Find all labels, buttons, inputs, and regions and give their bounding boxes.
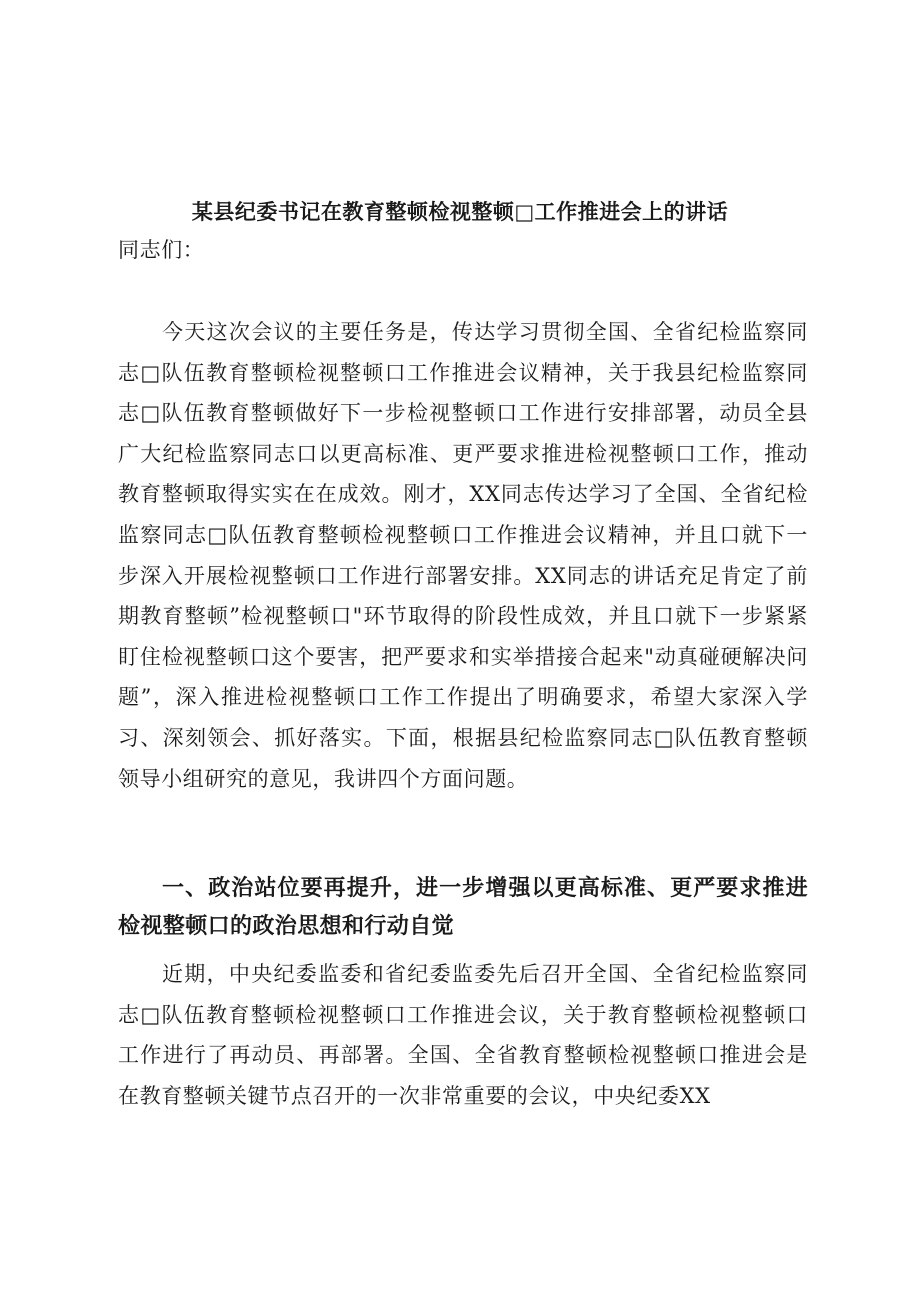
body-paragraph-1: 今天这次会议的主要任务是，传达学习贯彻全国、全省纪检监察同志□队伍教育整顿检视整顿口工作推进会议精神，关于我县纪检监察同志□队伍教育整顿做好下一步检视整顿口工作进行安排部署，动员全县广大纪检监察同志口以更高标准、更严要求推进检视整顿口工作，推动教育整顿取得实实在在成效。刚才，XX同志传达学习了全国、全省纪检监察同志□队伍教育整顿检视整顿口工作推进会议精神，并且口就下一步深入开展检视整顿口工作进行部署安排。XX同志的讲话充足肯定了前期教育整顿”检视整顿口"环节取得的阶段性成效，并且口就下一步紧紧盯住检视整顿口这个要害，把严要求和实举措接合起来"动真碰硬解决问题”，深入推进检视整顿口工作工作提出了明确要求，希望大家深入学习、深刻领会、抓好落实。下面，根据县纪检监察同志□队伍教育整顿领导小组研究的意见，我讲四个方面问题。 [118,320,808,791]
section-heading-1: 一、政治站位要再提升，进一步增强以更高标准、更严要求推进检视整顿口的政治思想和行动自觉 [118,876,808,939]
salutation: 同志们： [118,238,205,262]
document-title: 某县纪委书记在教育整顿检视整顿□工作推进会上的讲话 [191,200,729,224]
body-paragraph-2: 近期，中央纪委监委和省纪委监委先后召开全国、全省纪检监察同志□队伍教育整顿检视整顿口工作推进会议，关于教育整顿检视整顿口工作进行了再动员、再部署。全国、全省教育整顿检视整顿口推进会是在教育整顿关键节点召开的一次非常重要的会议，中央纪委XX [118,962,808,1108]
